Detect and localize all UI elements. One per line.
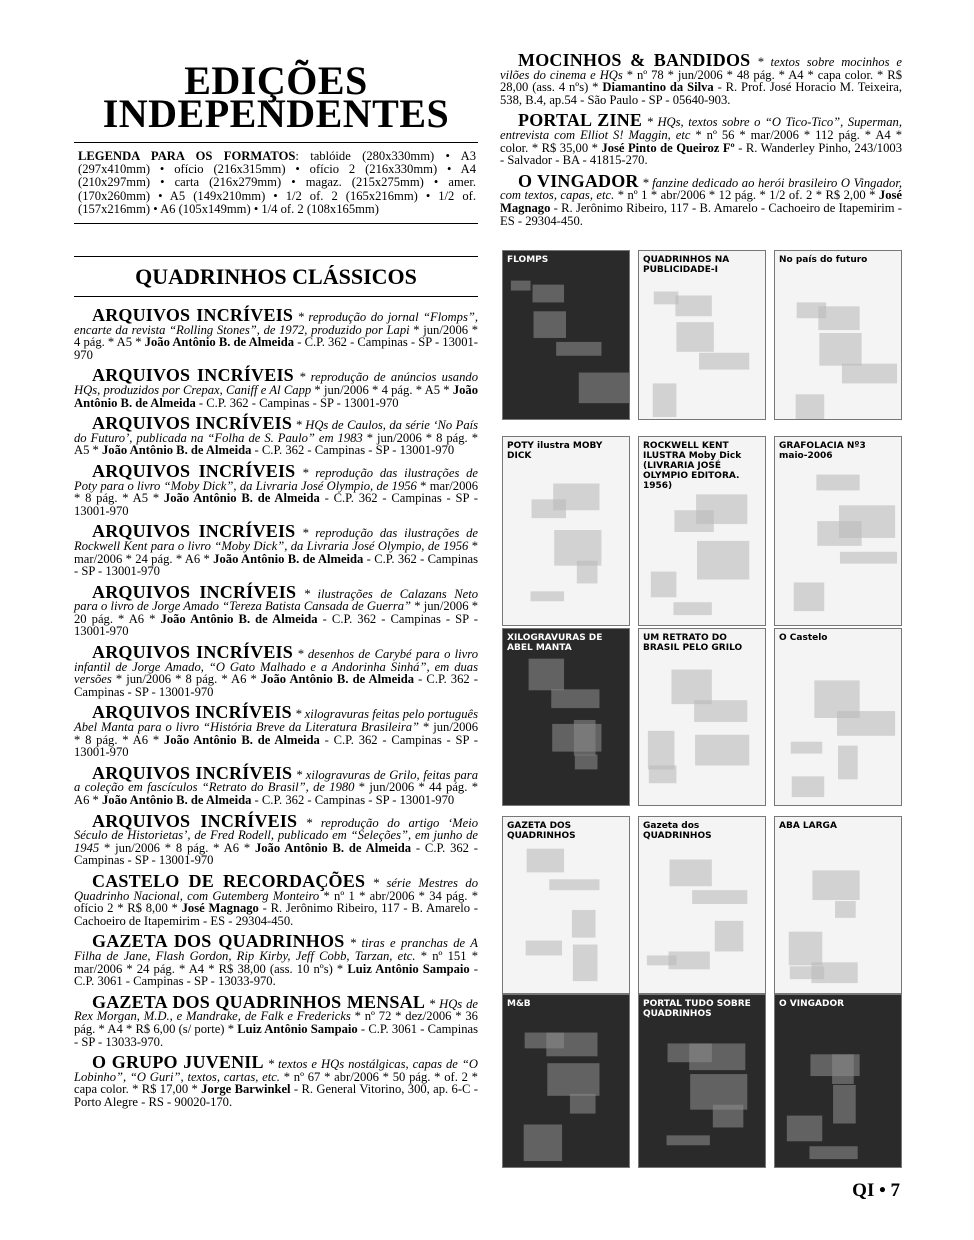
poty-moby-dick-cover xyxy=(502,436,630,626)
entry-title: CASTELO DE RECORDAÇÕES xyxy=(92,870,366,891)
entry-contact: João Antônio B. de Almeida xyxy=(102,793,252,808)
listing-entry xyxy=(74,1052,478,1109)
entry-title: ARQUIVOS INCRÍVEIS xyxy=(92,642,293,663)
entry-title: ARQUIVOS INCRÍVEIS xyxy=(92,460,296,481)
entry-address: - C.P. 3061 - Campinas - SP - 13033-970. xyxy=(74,1021,478,1049)
format-legend xyxy=(74,150,478,216)
entry-address: - R. Prof. José Horacio M. Teixeira, 538, B.4, ap.54 - São Paulo - SP - 05640-903. xyxy=(500,80,902,107)
entry-title: MOCINHOS & BANDIDOS xyxy=(518,50,751,70)
entry-info: * jun/2006 * 8 pág. * A6 * xyxy=(99,840,255,855)
cover-gallery xyxy=(502,250,902,1168)
entry-list xyxy=(74,305,479,1109)
listing-entry xyxy=(74,810,478,868)
divider xyxy=(74,256,478,257)
cover-title: QUADRINHOS NA PUBLICIDADE-I xyxy=(643,255,730,275)
listing-entry xyxy=(74,991,478,1049)
xilogravuras-cover xyxy=(502,628,630,806)
entry-title: ARQUIVOS INCRÍVEIS xyxy=(92,810,298,831)
page-title xyxy=(74,58,478,136)
listing-entry xyxy=(74,870,479,928)
entry-description: * reprodução do jornal “Flomps”, encarte da revista “Rolling Stones”, de 1972, produzido por Lapi xyxy=(74,310,478,337)
entry-description: * ilustrações de Calazans Neto para o livro de Jorge Amado “Tereza Batista Cansada de Guerra” xyxy=(74,586,478,614)
entry-title: ARQUIVOS INCRÍVEIS xyxy=(92,305,294,326)
entry-description: * reprodução do artigo ‘Meio Século de Historietas’, de Fred Rodell, publicado em “Seleções”, em junho de 1945 xyxy=(74,815,478,855)
entry-description: * desenhos de Carybé para o livro infantil de Jorge Amado, “O Gato Malhado e a Andorinha Sinhá”, em duas versões xyxy=(74,647,479,687)
entry-title: O VINGADOR xyxy=(518,170,639,191)
entry-contact: João Antônio B. de Almeida xyxy=(160,611,318,626)
entry-info: * nº 151 * mar/2006 * 24 pág. * A4 * R$ 38,00 (ass. 10 nºs) * xyxy=(74,948,479,976)
entry-contact: José Magnago xyxy=(181,901,259,916)
entry-contact: João Antônio B. de Almeida xyxy=(74,382,478,410)
entry-info: * nº 56 * mar/2006 * 112 pág. * A4 * color. * R$ 35,00 * xyxy=(500,127,902,155)
cover-title: No país do futuro xyxy=(779,255,868,265)
cover-title: GRAFOLACIA Nº3 maio-2006 xyxy=(779,441,866,461)
entry-contact: João Antônio B. de Almeida xyxy=(163,491,320,506)
entry-description: * HQs de Rex Morgan, M.D., e Mandrake, de Falk e Fredericks xyxy=(74,996,478,1024)
cover-title: PORTAL TUDO SOBRE QUADRINHOS xyxy=(643,999,751,1019)
legend-text: : tablóide (280x330mm) • A3 (297x410mm) • ofício (216x315mm) • ofício 2 (216x330mm) • A4 (210x297mm) • carta (216x279mm) • magaz. (215x275mm) • amer. (170x260mm) • A5 (149x210mm) • 1/2 of. 2 (165x216mm) • 1/2 of. (157x216mm) • A6 (105x149mm) • 1/4 of. 2 (108x165mm) xyxy=(78,149,476,216)
castelo-cover xyxy=(774,628,902,806)
listing-entry xyxy=(74,762,478,808)
title-line-2: INDEPENDENTES xyxy=(102,91,450,136)
entry-address: - R. Jerônimo Ribeiro, 117 - B. Amarelo - Cachoeiro de Itapemirim - ES - 29304-450. xyxy=(74,901,478,928)
entry-contact: José Magnago xyxy=(500,188,902,215)
cover-title: ABA LARGA xyxy=(779,821,837,831)
left-column xyxy=(74,58,478,1116)
entry-description: * reprodução de anúncios usando HQs, produzidos por Crepax, Caniff e Al Capp xyxy=(74,370,478,397)
entry-contact: João Antônio B. de Almeida xyxy=(254,840,412,855)
entry-title: PORTAL ZINE xyxy=(518,110,643,131)
entry-address: - R. Wanderley Pinho, 243/1003 - Salvador - BA - 41815-270. xyxy=(500,140,902,168)
entry-description: * HQs de Caulos, da série ‘No País do Futuro’, publicada na “Folha de S. Paulo” em 1983 xyxy=(74,418,479,445)
entry-contact: Luiz Antônio Sampaio xyxy=(237,1021,358,1036)
divider xyxy=(74,223,478,224)
vingador-cover xyxy=(774,994,902,1168)
entry-contact: José Pinto de Queiroz Fº xyxy=(601,140,735,155)
cover-title: GAZETA DOS QUADRINHOS xyxy=(507,821,576,841)
rockwell-kent-cover xyxy=(638,436,766,626)
entry-address: - C.P. 362 - Campinas - SP - 13001-970 xyxy=(74,335,478,362)
flomps-cover xyxy=(502,250,630,420)
entry-contact: João Antônio B. de Almeida xyxy=(213,551,364,566)
entry-title: ARQUIVOS INCRÍVEIS xyxy=(92,581,297,602)
entry-address: - C.P. 362 - Campinas - SP - 13001-970 xyxy=(74,732,478,760)
cover-title: POTY ilustra MOBY DICK xyxy=(507,441,603,461)
entry-address: - C.P. 362 - Campinas - SP - 13001-970 xyxy=(251,793,455,808)
retrato-brasil-cover xyxy=(638,628,766,806)
legend-label: LEGENDA PARA OS FORMATOS xyxy=(78,149,296,163)
cover-title: ROCKWELL KENT ILUSTRA Moby Dick (LIVRARIA JOSÉ OLYMPIO EDITORA. 1956) xyxy=(643,441,742,491)
entry-info: * jun/2006 * 8 pág. * A6 * xyxy=(111,672,261,687)
cover-title: M&B xyxy=(507,999,531,1009)
entry-info: * jun/2006 * 4 pág. * A5 * xyxy=(74,322,478,350)
entry-info: * nº 67 * abr/2006 * 50 pág. * of. 2 * capa color. * R$ 17,00 * xyxy=(74,1069,478,1097)
entry-info: * jun/2006 * 20 pág. * A6 * xyxy=(74,599,478,626)
entry-title: ARQUIVOS INCRÍVEIS xyxy=(92,413,293,434)
listing-entry xyxy=(74,931,479,989)
entry-contact: Diamantino da Silva xyxy=(602,80,714,95)
listing-entry xyxy=(500,110,902,168)
entry-address: - R. Jerônimo Ribeiro, 117 - B. Amarelo - Cachoeiro de Itapemirim - ES - 29304-450. xyxy=(500,200,902,228)
entry-contact: Luiz Antônio Sampaio xyxy=(347,961,470,976)
entry-description: * reprodução das ilustrações de Poty para o livro “Moby Dick”, da Livraria José Olympio, de 1956 xyxy=(74,465,478,493)
entry-title: O GRUPO JUVENIL xyxy=(92,1052,264,1073)
page-number: QI • 7 xyxy=(852,1180,900,1201)
entry-address: - C.P. 362 - Campinas - SP - 13001-970 xyxy=(74,840,478,868)
entry-contact: João Antônio B. de Almeida xyxy=(260,672,415,687)
grafolacia-cover xyxy=(774,436,902,626)
divider xyxy=(74,142,478,143)
entry-address: - R. General Vitorino, 300, ap. 6-C - Porto Alegre - RS - 90020-170. xyxy=(74,1082,478,1109)
mocinhos-bandidos-cover xyxy=(502,994,630,1168)
listing-entry xyxy=(74,460,478,518)
entry-info: * jun/2006 * 8 pág. * A6 * xyxy=(74,720,479,747)
entry-info: * jun/2006 * 4 pág. * A5 * xyxy=(311,382,453,397)
divider xyxy=(74,296,478,297)
listing-entry xyxy=(500,50,902,107)
entry-contact: João Antônio B. de Almeida xyxy=(163,732,320,747)
entry-title: ARQUIVOS INCRÍVEIS xyxy=(92,762,293,783)
entry-title: GAZETA DOS QUADRINHOS MENSAL xyxy=(92,991,426,1012)
entry-info: * nº 72 * dez/2006 * 36 pág. * A4 * R$ 6,00 (s/ porte) * xyxy=(74,1009,478,1036)
entry-description: * xilogravuras de Grilo, feitas para a coleção em fascículos “Retrato do Brasil”, de 1980 xyxy=(74,767,478,795)
cover-title: O VINGADOR xyxy=(779,999,845,1009)
entry-address: - C.P. 362 - Campinas - SP - 13001-970 xyxy=(74,551,478,579)
cover-title: O Castelo xyxy=(779,633,828,643)
listing-entry xyxy=(74,521,478,579)
entry-info: * nº 1 * abr/2006 * 12 pág. * 1/2 of. 2 * R$ 2,00 * xyxy=(614,188,879,203)
portal-cover xyxy=(638,994,766,1168)
right-column xyxy=(500,50,903,235)
grupo-juvenil-cover xyxy=(774,816,902,994)
listing-entry xyxy=(74,702,479,760)
entry-description: * textos sobre mocinhos e vilões do cinema e HQs xyxy=(500,55,902,82)
entry-address: - C.P. 362 - Campinas - SP - 13001-970 xyxy=(74,672,478,699)
entry-address: - C.P. 362 - Campinas - SP - 13001-970 xyxy=(74,491,478,518)
cover-title: XILOGRAVURAS DE ABEL MANTA xyxy=(507,633,603,653)
listing-entry xyxy=(74,642,479,699)
entry-list-right xyxy=(500,50,903,228)
entry-info: * nº 1 * abr/2006 * 34 pág. * ofício 2 * R$ 8,00 * xyxy=(74,888,478,916)
entry-description: * série Mestres do Quadrinho Nacional, com Gutemberg Monteiro xyxy=(74,875,479,903)
cover-title: UM RETRATO DO BRASIL PELO GRILO xyxy=(643,633,743,653)
listing-entry xyxy=(74,581,478,639)
section-title: QUADRINHOS CLÁSSICOS xyxy=(135,264,417,290)
entry-contact: João Antônio B. de Almeida xyxy=(144,335,295,350)
cover-title: FLOMPS xyxy=(507,255,549,265)
entry-description: * reprodução das ilustrações de Rockwell Kent para o livro “Moby Dick”, da Livraria José Olympio, de 1956 xyxy=(74,526,478,553)
entry-title: ARQUIVOS INCRÍVEIS xyxy=(92,365,294,386)
title-line-1: EDIÇÕES xyxy=(184,58,368,103)
entry-address: - C.P. 362 - Campinas - SP - 13001-970 xyxy=(251,443,455,458)
listing-entry xyxy=(74,305,478,362)
entry-title: ARQUIVOS INCRÍVEIS xyxy=(92,521,296,542)
entry-address: - C.P. 362 - Campinas - SP - 13001-970 xyxy=(195,395,399,410)
entry-description: * textos e HQs nostálgicas, capas de “O Lobinho”, “O Guri”, textos, cartas, etc. xyxy=(74,1057,478,1084)
listing-entry xyxy=(74,365,478,410)
entry-description: * fanzine dedicado ao herói brasileiro O Vingador, com textos, capas, etc. xyxy=(500,175,903,203)
entry-description: * xilogravuras feitas pelo português Abel Manta para o livro “História Breve da Literatura Brasileira” xyxy=(74,707,478,735)
entry-info: * mar/2006 * 8 pág. * A5 * xyxy=(74,478,478,506)
entry-title: GAZETA DOS QUADRINHOS xyxy=(92,931,345,952)
gazeta-mensal-cover xyxy=(638,816,766,994)
entry-description: * HQs, textos sobre o “O Tico-Tico”, Superman, entrevista com Elliot S! Maggin, etc xyxy=(500,115,902,142)
entry-info: * jun/2006 * 44 pág. * A6 * xyxy=(74,780,478,808)
entry-info: * jun/2006 * 8 pág. * A5 * xyxy=(74,430,478,458)
entry-info: * nº 78 * jun/2006 * 48 pág. * A4 * capa color. * R$ 28,00 (ass. 4 nºs) * xyxy=(500,67,902,95)
entry-info: * mar/2006 * 24 pág. * A6 * xyxy=(74,538,478,566)
no-pais-do-futuro-cover xyxy=(774,250,902,420)
gazeta-cover xyxy=(502,816,630,994)
entry-address: - C.P. 3061 - Campinas - SP - 13033-970. xyxy=(74,961,479,989)
entry-address: - C.P. 362 - Campinas - SP - 13001-970 xyxy=(74,611,478,639)
entry-contact: Jorge Barwinkel xyxy=(201,1082,291,1097)
entry-description: * tiras e pranchas de A Filha de Jane, Flash Gordon, Rip Kirby, Jeff Cobb, Tarzan, etc. xyxy=(74,936,478,963)
cover-title: Gazeta dos QUADRINHOS xyxy=(643,821,712,841)
entry-contact: João Antônio B. de Almeida xyxy=(102,443,252,458)
quadrinhos-publicidade-cover xyxy=(638,250,766,420)
entry-title: ARQUIVOS INCRÍVEIS xyxy=(92,702,292,723)
listing-entry xyxy=(500,170,903,228)
listing-entry xyxy=(74,413,479,458)
